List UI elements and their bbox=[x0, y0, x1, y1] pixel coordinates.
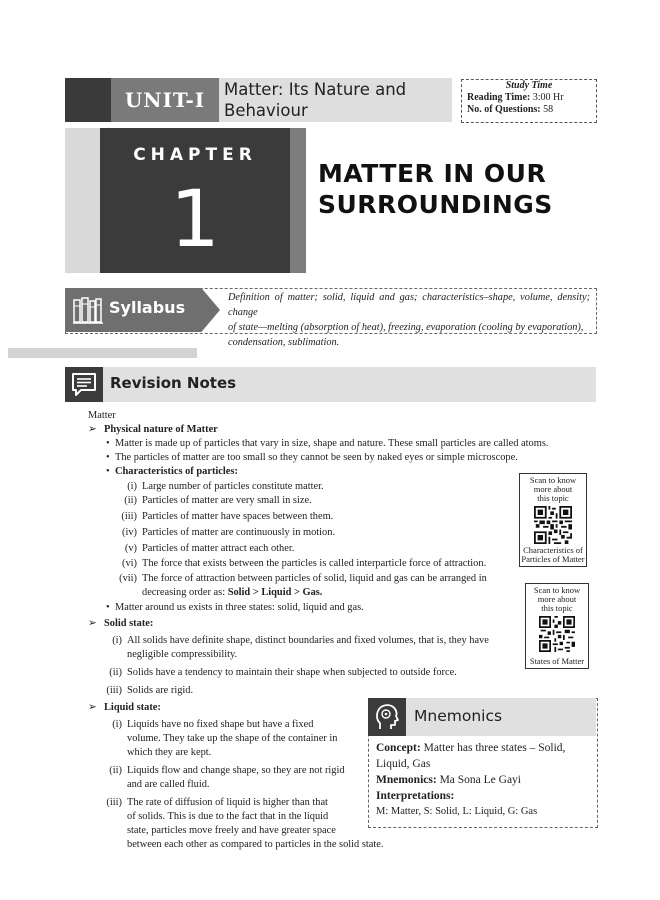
bullet-text: The particles of matter are too small so they cannot be seen by naked eyes or simple microscope. bbox=[115, 452, 518, 463]
solid-state-heading: Solid state: bbox=[104, 618, 154, 629]
list-item: Particles of matter attract each other. bbox=[142, 543, 295, 554]
questions-label: No. of Questions: bbox=[467, 104, 541, 115]
syllabus-label: Syllabus bbox=[109, 298, 186, 317]
interpretations-label: Interpretations: bbox=[376, 790, 455, 802]
list-number: (vi) bbox=[121, 558, 137, 569]
list-number: (ii) bbox=[109, 765, 122, 776]
syllabus-line3: condensation, sublimation. bbox=[228, 337, 340, 348]
unit-title-line1: Matter: Its Nature and bbox=[224, 80, 407, 99]
chapter-number: 1 bbox=[170, 175, 220, 265]
list-item-continuation: state, particles move freely and have greater space bbox=[127, 825, 336, 836]
list-item: The rate of diffusion of liquid is higher than that bbox=[127, 797, 328, 808]
list-number: (i) bbox=[127, 481, 137, 492]
study-time-title: Study Time bbox=[505, 80, 553, 91]
list-number: (iii) bbox=[106, 685, 122, 696]
list-item: Particles of matter are very small in size. bbox=[142, 495, 312, 506]
chapter-word: CHAPTER bbox=[133, 145, 257, 165]
list-item: Liquids have no fixed shape but have a fixed bbox=[127, 719, 314, 730]
list-item: All solids have definite shape, distinct boundaries and fixed volumes, that is, they have bbox=[127, 635, 489, 646]
arrow-bullet-icon: ➢ bbox=[88, 702, 97, 713]
interpretations-text: M: Matter, S: Solid, L: Liquid, G: Gas bbox=[376, 806, 538, 817]
qr-scan-line1: Scan to know bbox=[533, 585, 581, 595]
questions-value: 58 bbox=[543, 104, 554, 115]
chapter-side-stripe bbox=[290, 128, 306, 273]
study-time-box bbox=[461, 79, 597, 123]
list-item-continuation: negligible compressibility. bbox=[127, 649, 238, 660]
list-item: The force that exists between the particles is called interparticle force of attraction. bbox=[142, 558, 487, 569]
concept-line2: Liquid, Gas bbox=[376, 758, 431, 770]
qr-scan-line3: this topic bbox=[541, 603, 573, 613]
mnemonics-label: Mnemonics: bbox=[376, 774, 437, 786]
list-number: (vii) bbox=[119, 573, 137, 584]
list-item: Particles of matter have spaces between them. bbox=[142, 511, 334, 522]
arrow-bullet-icon: ➢ bbox=[88, 424, 97, 435]
list-number: (ii) bbox=[124, 495, 137, 506]
list-item: Liquids flow and change shape, so they are not rigid bbox=[127, 765, 345, 776]
qr-box-characteristics[interactable] bbox=[519, 473, 587, 567]
speech-bubble-icon bbox=[70, 371, 98, 398]
list-item-continuation: of solids. This is due to the fact that in the liquid bbox=[127, 811, 329, 822]
reading-time-value: 3:00 Hr bbox=[532, 92, 564, 103]
list-number: (iv) bbox=[121, 527, 137, 538]
list-item: Particles of matter are continuously in motion. bbox=[142, 527, 336, 538]
list-item: Solids have a tendency to maintain their shape when subjected to outside force. bbox=[127, 667, 457, 678]
divider-bar bbox=[8, 348, 197, 358]
qr-caption-line1: Characteristics of bbox=[523, 545, 583, 555]
bullet-text: Matter around us exists in three states: solid, liquid and gas. bbox=[115, 602, 364, 613]
qr-scan-line3: this topic bbox=[537, 493, 569, 503]
qr-caption-line1: States of Matter bbox=[529, 656, 585, 666]
revision-notes-title: Revision Notes bbox=[110, 374, 237, 392]
qr-code-icon bbox=[534, 506, 572, 544]
list-item-continuation bbox=[142, 586, 322, 600]
books-icon bbox=[73, 296, 103, 324]
concept-label: Concept: bbox=[376, 742, 421, 754]
syllabus-line2: of state—melting (absorption of heat), freezing, evaporation (cooling by evaporation), bbox=[228, 322, 584, 333]
physical-nature-heading: Physical nature of Matter bbox=[104, 424, 218, 435]
list-number: (ii) bbox=[109, 667, 122, 678]
bullet-icon: • bbox=[106, 602, 110, 613]
list-item: Large number of particles constitute matter. bbox=[142, 481, 324, 492]
list-number: (i) bbox=[112, 635, 122, 646]
list-number: (iii) bbox=[106, 797, 122, 808]
arrow-bullet-icon: ➢ bbox=[88, 618, 97, 629]
mnemonics-text: Ma Sona Le Gayi bbox=[436, 774, 522, 786]
list-number: (i) bbox=[112, 719, 122, 730]
list-item-continuation: which they are kept. bbox=[127, 747, 212, 758]
list-number: (v) bbox=[124, 543, 137, 554]
bullet-icon: • bbox=[106, 438, 110, 449]
reading-time-label: Reading Time: bbox=[467, 92, 531, 103]
order-text: Solid > Liquid > Gas. bbox=[227, 587, 323, 598]
chapter-title bbox=[318, 158, 553, 220]
syllabus-line1: Definition of matter; solid, liquid and gas; characteristics–shape, volume, density; change bbox=[228, 292, 590, 318]
concept-text: Matter has three states – Solid, bbox=[420, 742, 566, 754]
unit-label: UNIT-I bbox=[111, 78, 219, 122]
list-item: Solids are rigid. bbox=[127, 685, 194, 696]
characteristics-heading: Characteristics of particles: bbox=[115, 466, 238, 477]
mnemonic-phrase bbox=[376, 773, 521, 789]
qr-scan-line2: more about bbox=[533, 484, 573, 494]
unit-title-line2: Behaviour bbox=[224, 101, 308, 120]
bullet-text: Matter is made up of particles that vary in size, shape and nature. These small particles are called atoms. bbox=[115, 438, 549, 449]
list-item-continuation: volume. They take up the shape of the container in bbox=[127, 733, 338, 744]
chapter-title-line1: MATTER IN OUR bbox=[318, 159, 547, 188]
bullet-icon: • bbox=[106, 452, 110, 463]
bullet-icon: • bbox=[106, 466, 110, 477]
list-item-continuation: and are called fluid. bbox=[127, 779, 210, 790]
unit-title bbox=[224, 79, 406, 121]
list-item: The force of attraction between particles of solid, liquid and gas can be arranged in bbox=[142, 573, 487, 584]
liquid-state-heading: Liquid state: bbox=[104, 702, 161, 713]
chapter-title-line2: SURROUNDINGS bbox=[318, 190, 553, 219]
qr-scan-line2: more about bbox=[537, 594, 577, 604]
mnemonic-concept bbox=[376, 741, 565, 757]
brain-head-icon bbox=[372, 702, 402, 732]
qr-caption-line2: Particles of Matter bbox=[521, 554, 585, 564]
qr-scan-line1: Scan to know bbox=[529, 475, 577, 485]
list-item-continuation: between each other as compared to particles in the solid state. bbox=[127, 839, 384, 850]
qr-code-icon bbox=[539, 616, 575, 652]
list-number: (iii) bbox=[121, 511, 137, 522]
qr-box-states[interactable] bbox=[525, 583, 589, 669]
order-prefix: decreasing order as: bbox=[142, 587, 228, 598]
syllabus-text bbox=[228, 290, 590, 350]
mnemonics-title: Mnemonics bbox=[414, 707, 503, 725]
unit-header-block bbox=[65, 78, 111, 122]
matter-heading: Matter bbox=[88, 410, 116, 421]
